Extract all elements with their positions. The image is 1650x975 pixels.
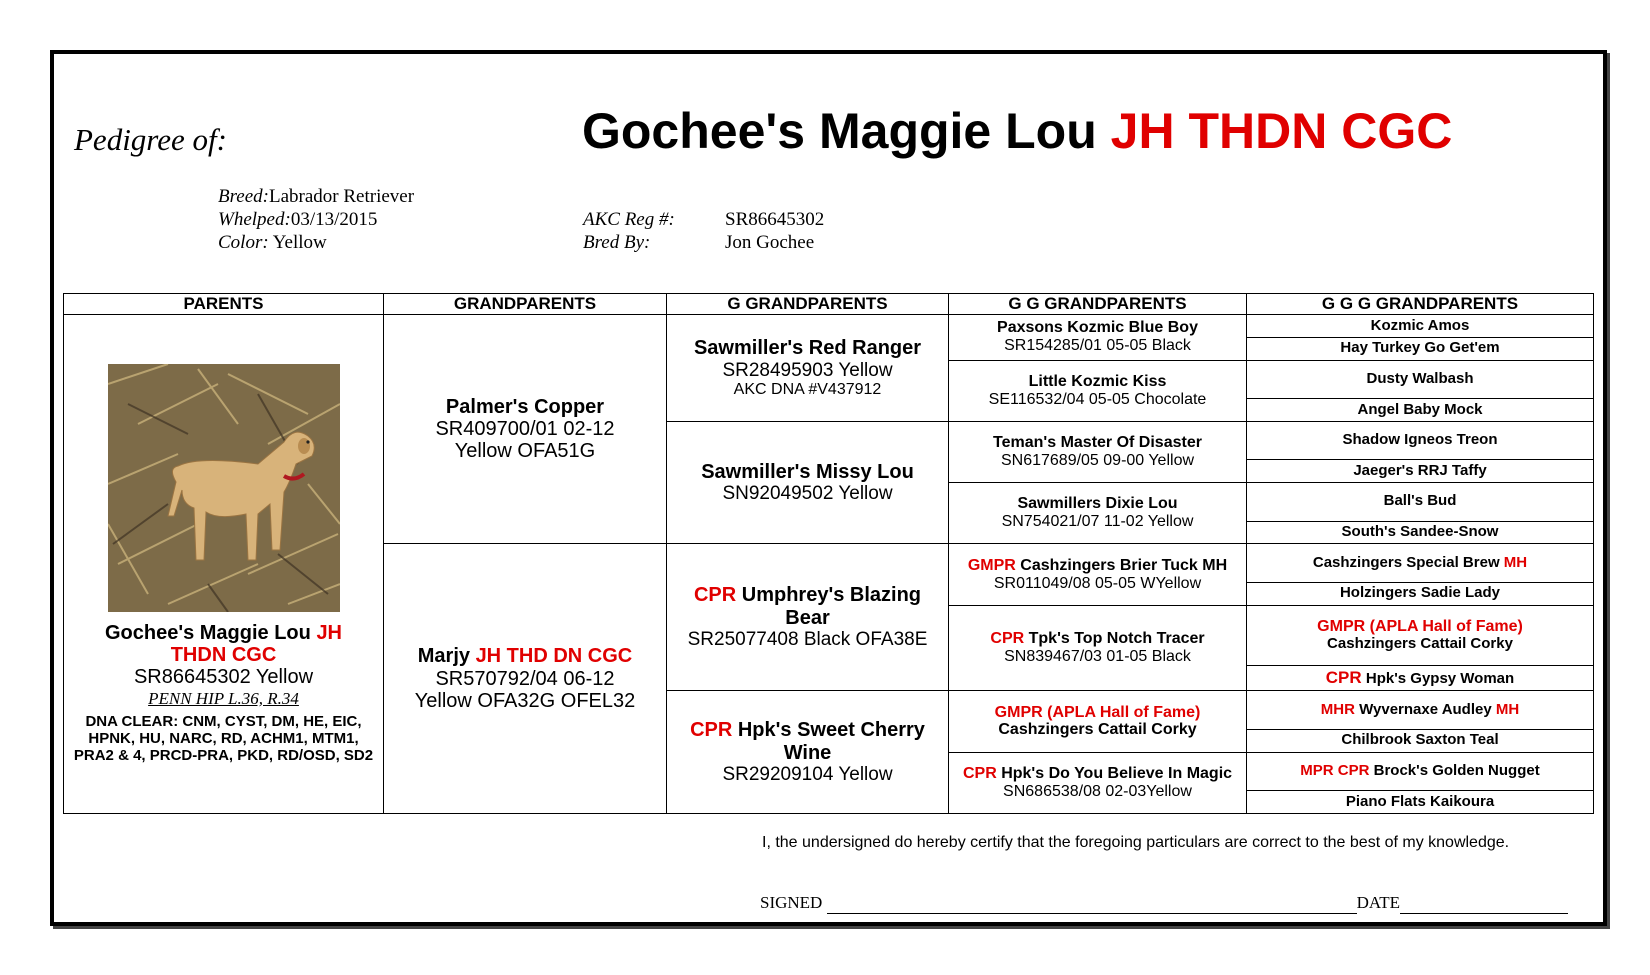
grandparent-info-2: Yellow OFA32G OFEL32	[414, 689, 636, 712]
g-grandparent-name-line-3	[671, 584, 944, 629]
gg-grandparent-cell	[949, 315, 1247, 361]
ggg-grandparent-name-1: Kozmic Amos	[1370, 316, 1470, 334]
column-header-grandparents: GRANDPARENTS	[384, 294, 667, 315]
ggg-grandparent-name-11: Cashzingers Cattail Corky	[1327, 634, 1513, 652]
dog-name: Gochee's Maggie Lou	[582, 103, 1097, 159]
gg-grandparent-name-2: Little Kozmic Kiss	[1028, 372, 1167, 390]
gg-grandparent-cell	[949, 483, 1247, 544]
ggg-grandparent-cell	[1247, 582, 1594, 605]
gg-grandparent-name-7: Cashzingers Cattail Corky	[998, 721, 1197, 739]
ggg-grandparent-cell	[1247, 729, 1594, 752]
ggg-grandparent-cell	[1247, 790, 1594, 813]
column-header-row	[64, 294, 1594, 315]
ggg-grandparent-suffix-13: MH	[1495, 700, 1520, 718]
ggg-grandparent-name-8: South's Sandee-Snow	[1341, 523, 1499, 541]
g-grandparent-prefix-4: CPR	[690, 719, 733, 742]
ggg-grandparent-name-9: Cashzingers Special Brew	[1312, 553, 1500, 571]
gg-grandparent-reg-5: SR011049/08 05-05 WYellow	[993, 574, 1202, 592]
gg-grandparent-name-5: Cashzingers Brier Tuck MH	[1020, 556, 1228, 574]
gg-grandparent-name-8: Hpk's Do You Believe In Magic	[1001, 764, 1233, 782]
ggg-grandparent-cell	[1247, 605, 1594, 665]
ggg-grandparent-name-7: Ball's Bud	[1383, 492, 1457, 510]
akc-value: SR86645302	[725, 209, 825, 230]
subject-registration: SR86645302 Yellow	[133, 666, 314, 689]
gg-grandparent-prefix-8: CPR	[962, 764, 997, 782]
akc-label-wrap	[583, 209, 675, 231]
ggg-grandparent-name-3: Dusty Walbash	[1366, 370, 1474, 387]
ggg-grandparent-cell	[1247, 691, 1594, 729]
pedigree-of-label: Pedigree of:	[74, 122, 227, 157]
grandparent-cell	[384, 544, 667, 814]
ggg-grandparent-name-10: Holzingers Sadie Lady	[1339, 584, 1501, 602]
page-title	[582, 102, 1452, 160]
signed-label: SIGNED	[760, 893, 823, 912]
gg-grandparent-name-6: Tpk's Top Notch Tracer	[1028, 630, 1205, 648]
subject-dna-clear: DNA CLEAR: CNM, CYST, DM, HE, EIC, HPNK, HU, NARC, RD, ACHM1, MTM1, PRA2 & 4, PRCD-PRA, PKD, RD/OSD, SD2	[73, 712, 374, 764]
grandparent-name-1: Palmer's Copper	[445, 395, 605, 418]
gg-grandparent-cell	[949, 605, 1247, 691]
ggg-grandparent-cell	[1247, 421, 1594, 459]
ggg-grandparent-cell	[1247, 337, 1594, 360]
dog-photo	[108, 364, 340, 612]
g-grandparent-cell	[667, 421, 949, 543]
g-grandparent-cell	[667, 544, 949, 691]
ggg-grandparent-suffix-9: MH	[1503, 553, 1528, 571]
gg-grandparent-name-1: Paxsons Kozmic Blue Boy	[997, 319, 1198, 337]
certification-statement: I, the undersigned do hereby certify that the foregoing particulars are correct to the best of my knowledge.	[762, 834, 1510, 851]
ggg-grandparent-prefix-12: CPR	[1325, 668, 1362, 688]
gg-grandparent-reg-6: SN839467/03 01-05 Black	[1004, 648, 1191, 665]
color-line	[218, 232, 327, 254]
gg-grandparent-cell	[949, 691, 1247, 752]
ggg-grandparent-name-2: Hay Turkey Go Get'em	[1340, 339, 1500, 357]
column-header-ggg-grandparents: G G G GRANDPARENTS	[1247, 294, 1594, 315]
ggg-grandparent-name-5: Shadow Igneos Treon	[1342, 431, 1498, 449]
subject-name: Gochee's Maggie Lou	[104, 621, 311, 644]
g-grandparent-cell	[667, 691, 949, 814]
g-grandparent-reg-1: SR28495903 Yellow	[722, 359, 893, 381]
gg-grandparent-name-3: Teman's Master Of Disaster	[993, 434, 1202, 452]
g-grandparent-name-4: Hpk's Sweet Cherry Wine	[737, 719, 925, 764]
whelped-label: Whelped:	[218, 209, 291, 230]
ggg-grandparent-name-6: Jaeger's RRJ Taffy	[1353, 461, 1487, 479]
grandparent-cell	[384, 315, 667, 544]
gg-grandparent-reg-2: SE116532/04 05-05 Chocolate	[988, 390, 1207, 408]
whelped-line	[218, 209, 377, 231]
bred-by-label-wrap	[583, 232, 650, 254]
pedigree-table	[63, 293, 1594, 814]
subject-dog-cell	[64, 315, 384, 814]
ggg-grandparent-name-12: Hpk's Gypsy Woman	[1365, 670, 1515, 688]
gg-grandparent-name-4: Sawmillers Dixie Lou	[1017, 495, 1178, 513]
g-grandparent-reg-4: SR29209104 Yellow	[722, 763, 893, 785]
ggg-grandparent-cell	[1247, 483, 1594, 521]
grandparent-titles-2: JH THD DN CGC	[475, 645, 633, 668]
ggg-grandparent-cell	[1247, 315, 1594, 338]
gg-grandparent-cell	[949, 544, 1247, 605]
ggg-grandparent-cell	[1247, 665, 1594, 691]
subject-hip-score: PENN HIP L.36, R.34	[148, 688, 299, 708]
g-grandparent-name-1: Sawmiller's Red Ranger	[693, 337, 922, 360]
dog-titles: JH THDN CGC	[1110, 103, 1453, 159]
ggg-grandparent-cell	[1247, 544, 1594, 582]
g-grandparent-name-3: Umphrey's Blazing Bear	[741, 584, 922, 629]
grandparent-reg-1: SR409700/01 02-12	[435, 418, 615, 441]
breed-line	[218, 186, 414, 208]
column-header-parents: PARENTS	[64, 294, 384, 315]
color-label: Color:	[218, 232, 269, 253]
gg-grandparent-prefix-6: CPR	[990, 630, 1025, 648]
g-grandparent-dna-1: AKC DNA #V437912	[733, 380, 882, 398]
column-header-g-grandparents: G GRANDPARENTS	[667, 294, 949, 315]
breed-value: Labrador Retriever	[269, 186, 415, 207]
ggg-grandparent-name-16: Piano Flats Kaikoura	[1345, 792, 1495, 810]
date-label: DATE	[1356, 893, 1401, 912]
grandparent-name-line-2	[388, 645, 662, 667]
signature-field[interactable]	[827, 893, 1357, 914]
breed-label: Breed:	[218, 186, 269, 207]
grandparent-name-2: Marjy	[417, 645, 470, 668]
gg-grandparent-reg-4: SN754021/07 11-02 Yellow	[1001, 513, 1194, 531]
ggg-grandparent-cell	[1247, 399, 1594, 422]
gg-grandparent-name-line-6	[953, 630, 1242, 648]
subject-titles-b: THDN CGC	[170, 644, 277, 667]
ggg-grandparent-cell	[1247, 460, 1594, 483]
subject-titles-a: JH	[316, 621, 343, 644]
gg-grandparent-name-line-5	[953, 557, 1242, 575]
ggg-grandparent-name-15: Brock's Golden Nugget	[1373, 761, 1540, 779]
g-grandparent-name-line-4	[671, 719, 944, 764]
ggg-grandparent-name-4: Angel Baby Mock	[1357, 400, 1483, 418]
gg-grandparent-prefix-5: GMPR	[967, 556, 1016, 574]
whelped-value: 03/13/2015	[290, 209, 378, 230]
grandparent-info-1: Yellow OFA51G	[454, 440, 596, 463]
gg-grandparent-name-line-8	[953, 765, 1242, 783]
ggg-grandparent-cell	[1247, 521, 1594, 544]
ggg-grandparent-prefix-13: MHR	[1320, 700, 1355, 718]
gg-grandparent-prefix-7: GMPR (APLA Hall of Fame)	[994, 703, 1201, 721]
akc-label: AKC Reg #:	[583, 209, 675, 230]
ggg-grandparent-name-13: Wyvernaxe Audley	[1359, 700, 1492, 718]
gg-grandparent-reg-3: SN617689/05 09-00 Yellow	[1000, 452, 1195, 470]
gg-grandparent-cell	[949, 360, 1247, 421]
date-field[interactable]	[1400, 893, 1568, 914]
gg-grandparent-cell	[949, 421, 1247, 482]
g-grandparent-reg-3: SR25077408 Black OFA38E	[687, 629, 928, 651]
bred-by-label: Bred By:	[583, 232, 651, 253]
signature-line	[760, 893, 1568, 914]
gg-grandparent-reg-8: SN686538/08 02-03Yellow	[1003, 782, 1192, 800]
grandparent-reg-2: SR570792/04 06-12	[435, 667, 615, 690]
g-grandparent-prefix-3: CPR	[693, 584, 737, 607]
subject-name-line	[68, 622, 379, 667]
g-grandparent-name-2: Sawmiller's Missy Lou	[701, 460, 914, 483]
column-header-gg-grandparents: G G GRANDPARENTS	[949, 294, 1247, 315]
g-grandparent-cell	[667, 315, 949, 422]
ggg-grandparent-prefix-11: GMPR (APLA Hall of Fame)	[1317, 617, 1523, 635]
ggg-grandparent-prefix-15: MPR CPR	[1300, 761, 1370, 779]
gg-grandparent-reg-1: SR154285/01 05-05 Black	[1004, 337, 1191, 355]
gg-grandparent-cell	[949, 752, 1247, 813]
ggg-grandparent-name-14: Chilbrook Saxton Teal	[1341, 731, 1499, 749]
ggg-grandparent-cell	[1247, 752, 1594, 790]
g-grandparent-reg-2: SN92049502 Yellow	[722, 483, 893, 505]
color-value: Yellow	[272, 232, 327, 253]
bred-by-value: Jon Gochee	[725, 232, 815, 253]
ggg-grandparent-cell	[1247, 360, 1594, 398]
